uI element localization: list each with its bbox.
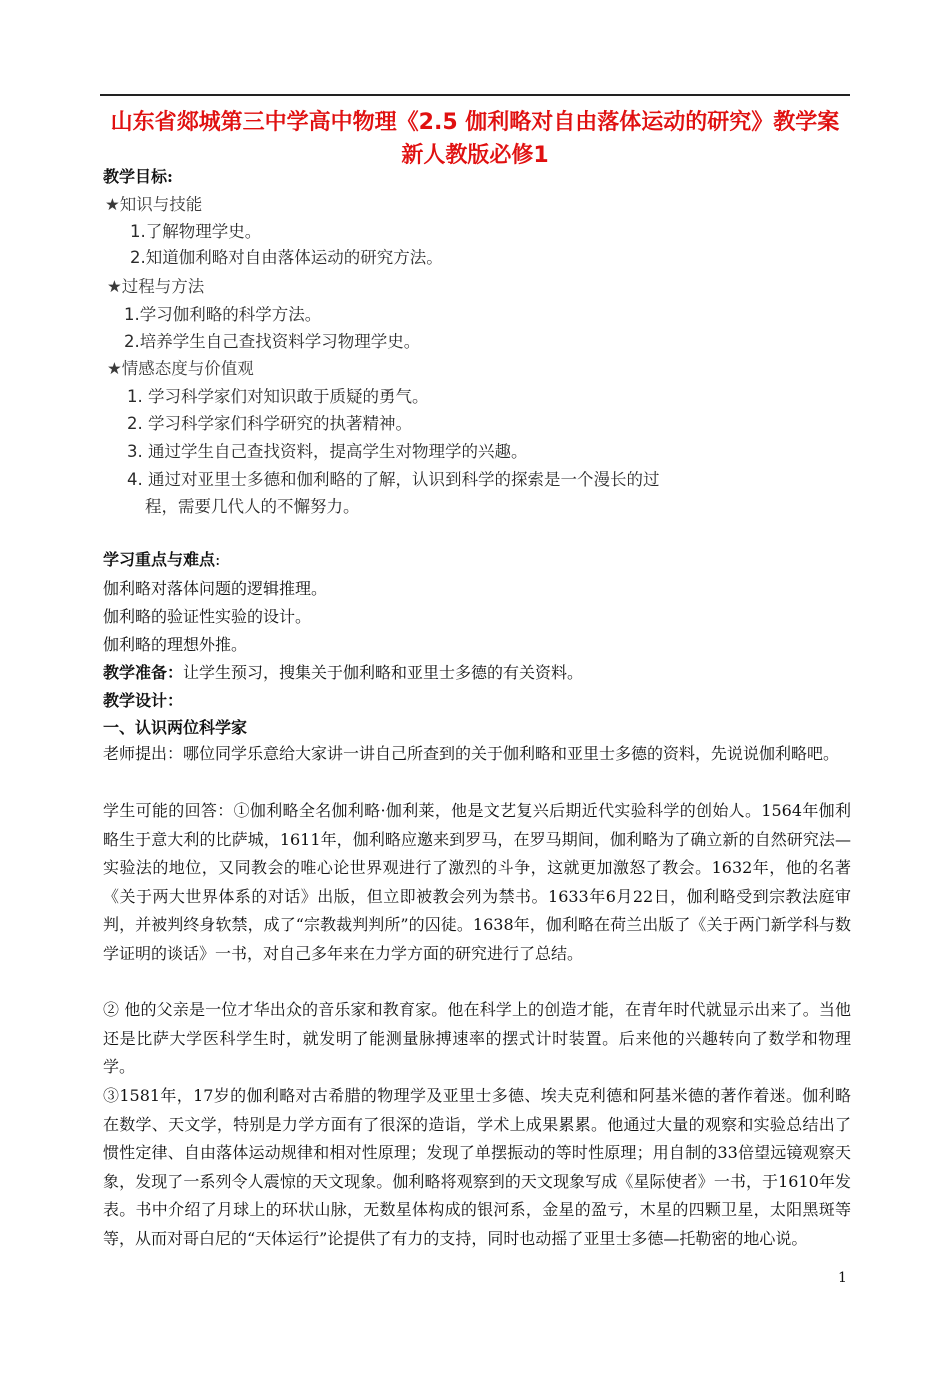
paragraph: ② 他的父亲是一位才华出众的音乐家和教育家。他在科学上的创造才能，在青年时代就显示出来了。当他还是比萨大学医科学生时，就发明了能测量脉搏速率的摆式计时装置。后来他的兴趣转向了数学和物理学。 <box>103 1000 851 1076</box>
design-heading: 教学设计： <box>103 691 184 710</box>
paragraph: ③1581年，17岁的伽利略对古希腊的物理学及亚里士多德、埃夫克利德和阿基米德的著作着迷。伽利略在数学、天文学，特别是力学方面有了很深的造诣，学术上成果累累。他通过大量的观察和实验总结出了惯性定律、自由落体运动规律和相对性原理；发现了单摆振动的等时性原理；用自制的33倍望远镜观察天象，发现了一系列令人震惊的天文现象。伽利略将观察到的天文现象写成《星际使者》一书，于1610年发表。书中介绍了月球上的环状山脉，无数星体构成的银河系，金星的盈亏，木星的四颗卫星，太阳黑斑等等，从而对哥白尼的“天体运行”论提供了有力的支持，同时也动摇了亚里士多德—托勒密的地心说。 <box>103 1086 851 1248</box>
document-title: 山东省郯城第三中学高中物理《2.5 伽利略对自由落体运动的研究》教学案 新人教版必修1 <box>110 110 840 168</box>
process-heading: ★过程与方法 <box>107 277 205 296</box>
objectives-image <box>103 194 743 522</box>
key-point-item: 伽利略对落体问题的逻辑推理。 <box>103 579 328 598</box>
header-rule <box>100 94 850 96</box>
paragraph: 学生可能的回答：①伽利略全名伽利略·伽利莱，他是文艺复兴后期近代实验科学的创始人。1564年伽利略生于意大利的比萨城，1611年，伽利略应邀来到罗马，在罗马期间，伽利略为了确立新的自然研究法—实验法的地位，又同教会的唯心论世界观进行了激烈的斗争，这就更加激怒了教会。1632年，他的名著《关于两大世界体系的对话》出版，但立即被教会列为禁书。1633年6月22日，伽利略受到宗教法庭审判，并被判终身软禁，成了“宗教裁判判所”的囚徒。1638年，伽利略在荷兰出版了《关于两门新学科与数学证明的谈话》一书，对自己多年来在力学方面的研究进行了总结。 <box>103 801 851 963</box>
emotion-item: 2. 学习科学家们科学研究的执著精神。 <box>127 414 412 433</box>
emotion-heading: ★情感态度与价值观 <box>107 359 254 378</box>
knowledge-item: 1.了解物理学史。 <box>130 222 262 241</box>
page-number: 1 <box>838 1270 847 1286</box>
emotion-item: 4. 通过对亚里士多德和伽利略的了解，认识到科学的探索是一个漫长的过 <box>127 470 660 489</box>
emotion-item: 3. 通过学生自己查找资料，提高学生对物理学的兴趣。 <box>127 442 528 461</box>
emotion-item: 1. 学习科学家们对知识敢于质疑的勇气。 <box>127 387 429 406</box>
key-points-heading: 学习重点与难点 <box>103 550 216 569</box>
knowledge-heading: ★知识与技能 <box>105 195 203 214</box>
preparation-line <box>103 662 583 684</box>
key-point-item: 伽利略的验证性实验的设计。 <box>103 607 312 626</box>
process-item: 1.学习伽利略的科学方法。 <box>124 305 322 324</box>
preparation-label: 教学准备： <box>103 663 184 682</box>
paragraph: 老师提出：哪位同学乐意给大家讲一讲自己所查到的关于伽利略和亚里士多德的资料，先说说伽利略吧。 <box>103 744 840 763</box>
emotion-item: 程，需要几代人的不懈努力。 <box>145 497 360 516</box>
key-point-item: 伽利略的理想外推。 <box>103 635 248 654</box>
objectives-heading: 教学目标: <box>103 167 173 186</box>
key-points-heading-line <box>103 549 220 571</box>
preparation-text: 让学生预习，搜集关于伽利略和亚里士多德的有关资料。 <box>183 663 584 682</box>
process-item: 2.培养学生自己查找资料学习物理学史。 <box>124 332 421 351</box>
knowledge-item: 2.知道伽利略对自由落体运动的研究方法。 <box>130 248 443 267</box>
section-heading: 一、认识两位科学家 <box>103 718 248 737</box>
key-points-colon: : <box>215 550 221 569</box>
